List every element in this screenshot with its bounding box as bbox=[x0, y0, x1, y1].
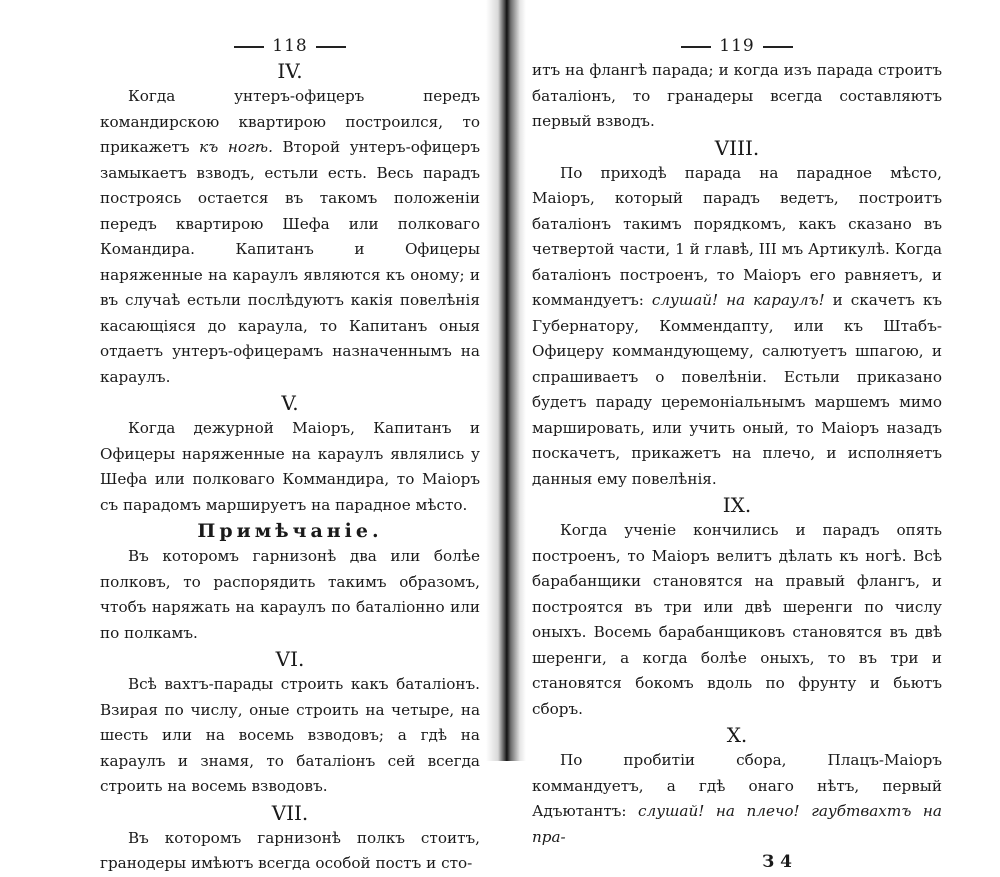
section-paragraph bbox=[532, 161, 942, 493]
book-gutter bbox=[486, 0, 526, 761]
header-dash bbox=[234, 46, 264, 48]
paragraph-text: и скачетъ къ Губернатору, Коммендапту, или къ Штабъ-Офицеру коммандующему, салютуетъ шпагою, и спрашиваетъ о повелѣніи. Естьли приказано будетъ параду церемоніальнымъ маршемъ мимо маршировать, или учить оный, то Маіоръ назадъ поскачетъ, прикажетъ на плечо, и исполняетъ данныя ему повелѣнія. bbox=[532, 291, 942, 488]
section-paragraph bbox=[532, 748, 942, 850]
page-header bbox=[100, 36, 480, 58]
note-heading: Примѣчаніе. bbox=[197, 520, 383, 542]
paragraph-text: Когда унтеръ-офицеръ передъ командирскою квартирою построился, то прикажетъ bbox=[100, 87, 480, 156]
left-page bbox=[100, 0, 480, 872]
page-header bbox=[532, 36, 942, 58]
section-heading: IX. bbox=[722, 493, 752, 517]
page-number: 119 bbox=[719, 36, 755, 56]
section-heading: X. bbox=[726, 723, 748, 747]
italic-command: слушай! на плечо! гаубтвахтъ на пра- bbox=[532, 802, 942, 846]
section-heading: IV. bbox=[277, 59, 303, 83]
section-heading: V. bbox=[281, 391, 299, 415]
signature-mark: З 4 bbox=[761, 852, 792, 872]
header-dash bbox=[763, 46, 793, 48]
section-heading: VIII. bbox=[714, 135, 760, 160]
section-heading: VI. bbox=[275, 647, 305, 671]
paragraph-text: По пробитіи сбора, Плацъ-Маіоръ коммандуетъ, а гдѣ онаго нѣтъ, первый Адъютантъ: bbox=[532, 751, 942, 820]
header-dash bbox=[316, 46, 346, 48]
paragraph-text: По приходѣ парада на парадное мѣсто, Маіоръ, который парадъ ведетъ, построитъ баталіонъ такимъ порядкомъ, какъ сказано въ четвертой части, 1 й главѣ, III мъ Артикулѣ. Когда баталіонъ построенъ, то Маіоръ его равняетъ, и коммандуетъ: bbox=[532, 163, 942, 309]
section-paragraph bbox=[100, 84, 480, 390]
paragraph-text: Второй унтеръ-офицеръ замыкаетъ взводъ, естьли есть. Весь парадъ построясь остается въ такомъ положеніи передъ квартирою Шефа или полковаго Командира. Капитанъ и Офицеры наряженные на караулъ являются къ оному; и въ случаѣ естьли послѣдуютъ какія повелѣнія касающіяся до караула, то Капитанъ оныя отдаетъ унтеръ-офицерамъ назначеннымъ на караулъ. bbox=[100, 138, 480, 386]
section-paragraph: Въ которомъ гарнизонѣ два или болѣе полковъ, то распорядить такимъ образомъ, чтобъ наряжать на караулъ по баталіонно или по полкамъ. bbox=[100, 547, 480, 642]
header-dash bbox=[681, 46, 711, 48]
right-page bbox=[532, 0, 942, 872]
italic-command: къ ногѣ. bbox=[199, 138, 273, 156]
section-paragraph: Когда ученіе кончились и парадъ опять построенъ, то Маіоръ велитъ дѣлать къ ногѣ. Всѣ барабанщики становятся на правый флангъ, и построятся въ три или двѣ шеренги по числу оныхъ. Восемь барабанщиковъ становятся въ двѣ шеренги, а когда болѣе оныхъ, то въ три и становятся бокомъ вдоль по фрунту и бьютъ сборъ. bbox=[532, 521, 942, 718]
page-number: 118 bbox=[272, 36, 308, 56]
section-paragraph: Всѣ вахтъ-парады строить какъ баталіонъ. Взирая по числу, оные строить на четыре, на шесть или на восемь взводовъ; а гдѣ на караулъ и знамя, то баталіонъ сей всегда строить на восемь взводовъ. bbox=[100, 675, 480, 795]
continued-paragraph: итъ на флангѣ парада; и когда изъ парада строитъ баталіонъ, то гранадеры всегда составляютъ первый взводъ. bbox=[532, 61, 942, 130]
section-paragraph: Когда дежурной Маіоръ, Капитанъ и Офицеры наряженные на караулъ являлись у Шефа или полковаго Коммандира, то Маіоръ съ парадомъ маршируетъ на парадное мѣсто. bbox=[100, 419, 480, 514]
section-heading: VII. bbox=[271, 800, 309, 825]
section-paragraph: Въ которомъ гарнизонѣ полкъ стоитъ, гранодеры имѣютъ всегда особой постъ и сто- bbox=[100, 828, 480, 872]
italic-command: слушай! на караулъ! bbox=[651, 291, 825, 309]
